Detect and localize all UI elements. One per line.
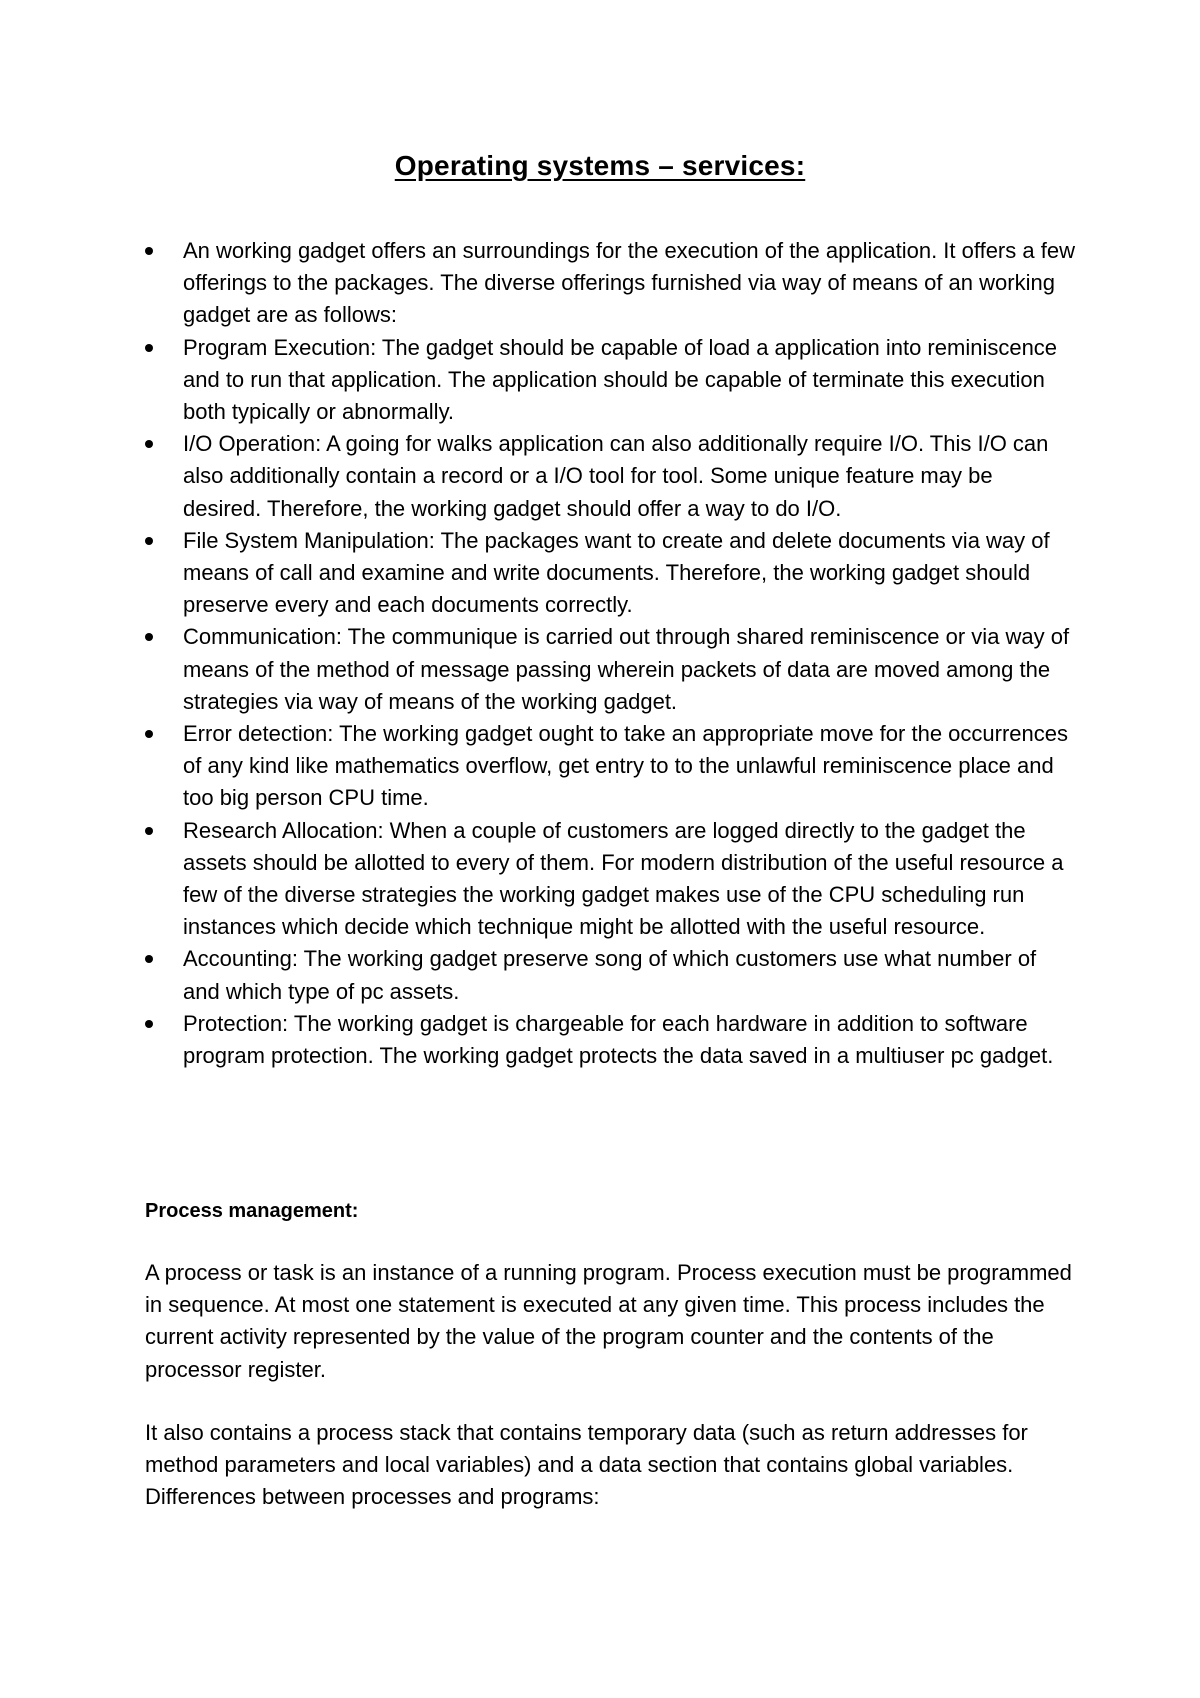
list-item (145, 815, 1075, 944)
list-item (145, 428, 1075, 525)
bullet-icon (145, 344, 153, 352)
list-item-text: An working gadget offers an surroundings for the execution of the application. It offers a few offerings to the packages. The diverse offerings furnished via way of means of an working gadget are as follows: (183, 238, 1075, 328)
bullet-icon (145, 247, 153, 255)
list-item-text: Communication: The communique is carried out through shared reminiscence or via way of means of the method of message passing wherein packets of data are moved among the strategies via way of means of the working gadget. (183, 624, 1070, 714)
list-item-text: Research Allocation: When a couple of customers are logged directly to the gadget the assets should be allotted to every of them. For modern distribution of the useful resource a few of the diverse strategies the working gadget makes use of the CPU scheduling run instances which decide which technique might be allotted with the useful resource. (183, 817, 1064, 940)
bullet-icon (145, 633, 153, 641)
bullet-icon (145, 955, 153, 963)
list-item-text: I/O Operation: A going for walks application can also additionally require I/O. This I/O can also additionally contain a record or a I/O tool for tool. Some unique feature may be desired. Therefore, the working gadget should offer a way to do I/O. (183, 431, 1049, 521)
list-item-text: Protection: The working gadget is chargeable for each hardware in addition to software program protection. The working gadget protects the data saved in a multiuser pc gadget. (183, 1010, 1054, 1069)
paragraph-process-definition: A process or task is an instance of a running program. Process execution must be programmed in sequence. At most one statement is executed at any given time. This process includes the current activity represented by the value of the program counter and the contents of the processor register. (145, 1260, 1072, 1382)
list-item (145, 332, 1075, 429)
bullet-icon (145, 827, 153, 835)
bullet-icon (145, 730, 153, 738)
list-item (145, 943, 1075, 1007)
services-bullet-list (145, 235, 1075, 1072)
list-item-text: Accounting: The working gadget preserve song of which customers use what number of and which type of pc assets. (183, 946, 1037, 1004)
bullet-icon (145, 440, 153, 448)
list-item (145, 525, 1075, 622)
list-item (145, 621, 1075, 718)
list-item (145, 718, 1075, 815)
list-item-text: File System Manipulation: The packages want to create and delete documents via way of means of call and examine and write documents. Therefore, the working gadget should preserve every and each documents correctly. (183, 527, 1050, 618)
list-item (145, 1008, 1075, 1072)
bullet-icon (145, 1020, 153, 1028)
list-item (145, 235, 1075, 332)
page-title: Operating systems – services: (394, 150, 806, 181)
list-item-text: Error detection: The working gadget ought to take an appropriate move for the occurrences of any kind like mathematics overflow, get entry to to the unlawful reminiscence place and too big person CPU time. (183, 721, 1068, 811)
paragraph-process-stack: It also contains a process stack that contains temporary data (such as return addresses for method parameters and local variables) and a data section that contains global variables. Differences between processes and programs: (145, 1420, 1028, 1510)
list-item-text: Program Execution: The gadget should be capable of load a application into reminiscence and to run that application. The application should be capable of terminate this execution both typically or abnormally. (183, 334, 1058, 425)
bullet-icon (145, 537, 153, 545)
section-heading-process-management: Process management: (145, 1200, 359, 1222)
